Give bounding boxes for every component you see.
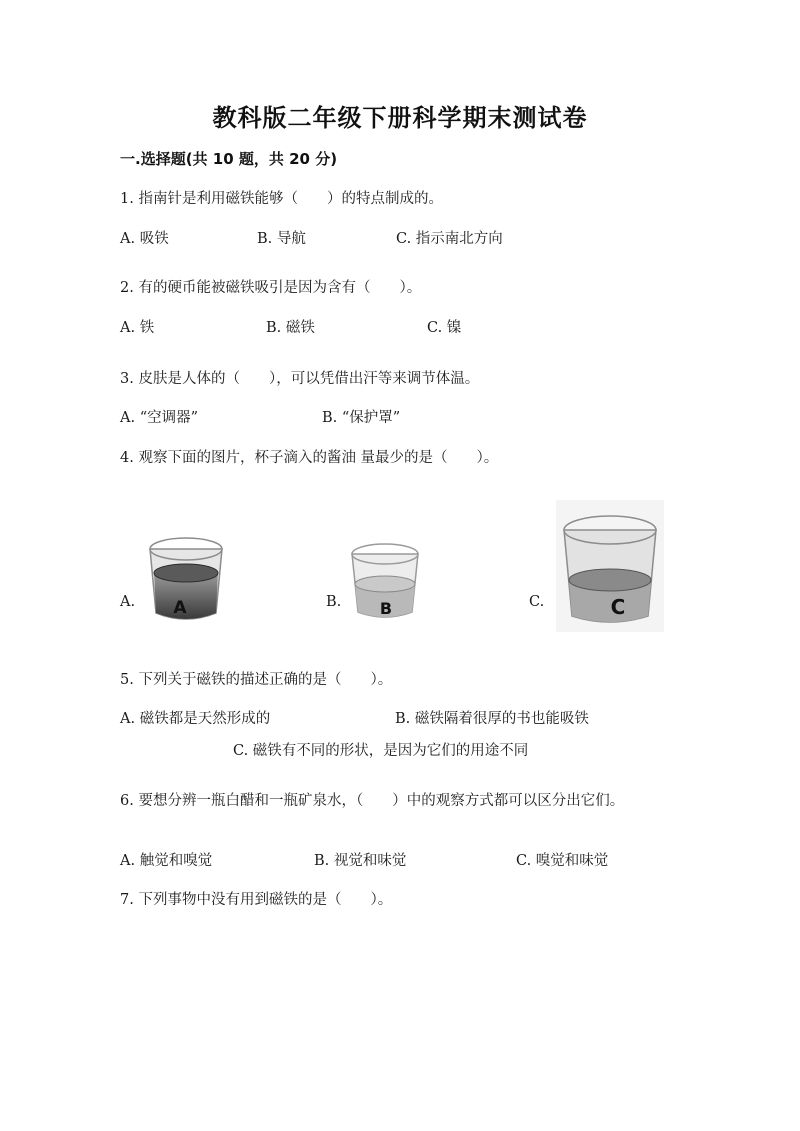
cup-b-label: B (379, 599, 393, 618)
question-5: 5. 下列关于磁铁的描述正确的是（ ）。 (120, 672, 393, 688)
question-6: 6. 要想分辨一瓶白醋和一瓶矿泉水，（ ）中的观察方式都可以区分出它们。 (120, 793, 625, 809)
q1-option-a[interactable]: A. 吸铁 (120, 231, 169, 247)
section-heading: 一.选择题(共 10 题，共 20 分) (120, 150, 338, 168)
q4-option-a[interactable]: A. (120, 594, 136, 610)
q5-option-a[interactable]: A. 磁铁都是天然形成的 (120, 711, 271, 727)
q6-option-c[interactable]: C. 嗅觉和味觉 (516, 853, 609, 869)
question-3: 3. 皮肤是人体的（ ），可以凭借出汗等来调节体温。 (120, 371, 480, 387)
q5-option-c[interactable]: C. 磁铁有不同的形状，是因为它们的用途不同 (233, 743, 529, 759)
q2-option-c[interactable]: C. 镍 (427, 320, 462, 336)
q1-option-b[interactable]: B. 导航 (257, 231, 306, 247)
cup-b-image (346, 534, 424, 624)
cup-a-label: A (173, 598, 187, 618)
q4-option-b[interactable]: B. (326, 594, 342, 610)
q3-option-b[interactable]: B. “保护罩” (322, 410, 401, 426)
cup-c-image (556, 500, 664, 632)
q3-option-a[interactable]: A. “空调器” (120, 410, 199, 426)
cup-a-image (144, 525, 228, 627)
q2-option-b[interactable]: B. 磁铁 (266, 320, 315, 336)
q4-option-c[interactable]: C. (529, 594, 545, 610)
question-1: 1. 指南针是利用磁铁能够（ ）的特点制成的。 (120, 191, 443, 207)
page-title: 教科版二年级下册科学期末测试卷 (212, 104, 588, 132)
question-7: 7. 下列事物中没有用到磁铁的是（ ）。 (120, 892, 393, 908)
q2-option-a[interactable]: A. 铁 (120, 320, 155, 336)
q6-option-b[interactable]: B. 视觉和味觉 (314, 853, 407, 869)
cup-c-label: C (610, 595, 626, 619)
question-4: 4. 观察下面的图片，杯子滴入的酱油 量最少的是（ ）。 (120, 450, 499, 466)
question-2: 2. 有的硬币能被磁铁吸引是因为含有（ ）。 (120, 280, 422, 296)
q1-option-c[interactable]: C. 指示南北方向 (396, 231, 503, 247)
q5-option-b[interactable]: B. 磁铁隔着很厚的书也能吸铁 (395, 711, 589, 727)
q6-option-a[interactable]: A. 触觉和嗅觉 (120, 853, 213, 869)
